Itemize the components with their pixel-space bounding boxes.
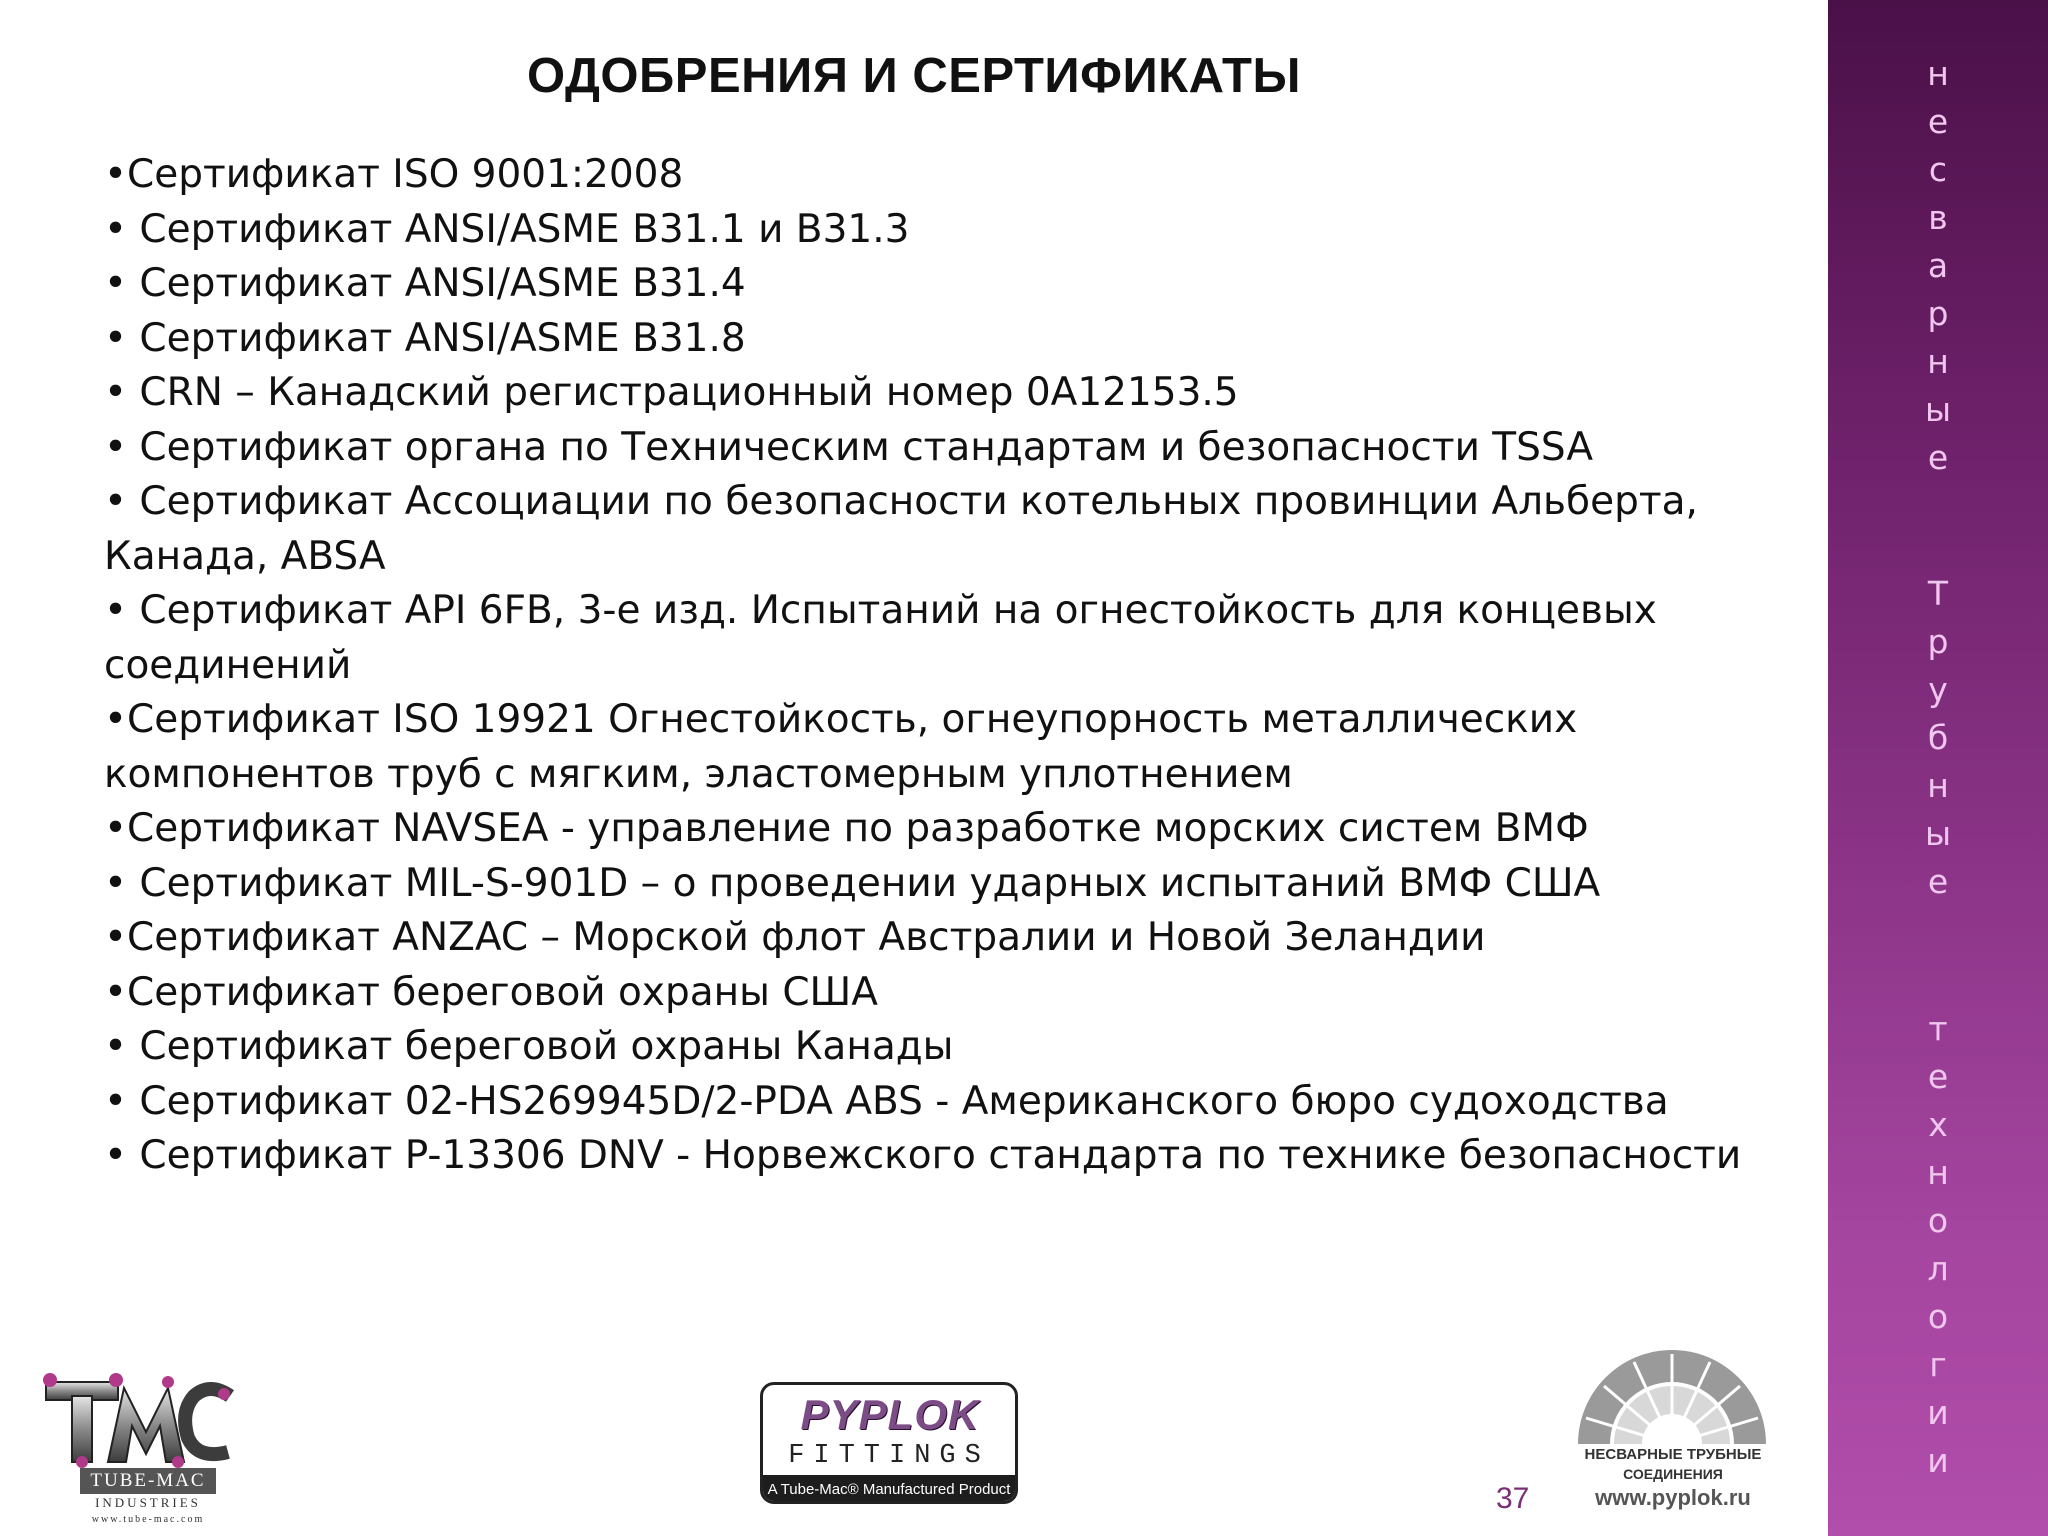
tube-mac-brand: TUBE-MAC [80,1468,216,1494]
pyplok-sub: FITTINGS [788,1441,990,1471]
list-item: • Сертификат 02-HS269945D/2-PDA ABS - Американского бюро судоходства [104,1078,1669,1124]
tube-mac-sub: INDUSTRIES [95,1495,201,1510]
sidebar-panel [1828,0,2048,1536]
list-item: • Сертификат Ассоциации по безопасности котельных провинции Альберта, Канада, ABSA [104,479,1711,579]
pyplok-logo [760,1382,1018,1504]
pipe-arch-icon [1574,1340,1770,1446]
list-item: • Сертификат MIL-S-901D – о проведении ударных испытаний ВМФ США [104,860,1601,906]
slide-title: ОДОБРЕНИЯ И СЕРТИФИКАТЫ [527,49,1301,103]
list-item: •Сертификат ANZAC – Морской флот Австралии и Новой Зеландии [104,915,1486,960]
tube-mac-mark-icon [38,1368,238,1468]
tube-mac-logo [34,1368,244,1525]
list-item: • Сертификат береговой охраны Канады [104,1024,954,1069]
nst-logo [1560,1340,1786,1520]
page-number: 37 [1496,1482,1530,1515]
nst-line-2: СОЕДИНЕНИЯ [1623,1466,1723,1482]
sidebar-word-3: т е х н о л о г и и [1927,1009,1949,1480]
list-item: • CRN – Канадский регистрационный номер 0A12153.5 [104,370,1239,415]
list-item: • Сертификат API 6FB, 3-е изд. Испытаний на огнестойкость для концевых соединений [104,588,1670,688]
list-item: • Сертификат органа по Техническим стандартам и безопасности TSSA [104,424,1594,470]
nst-url: www.pyplok.ru [1595,1485,1751,1510]
sidebar-word-2: Т р у б н ы е [1924,574,1952,901]
list-item: • Сертификат ANSI/ASME B31.1 и B31.3 [104,206,910,252]
list-item: • Сертификат ANSI/ASME B31.8 [104,315,746,361]
certificate-list [104,148,1824,1184]
sidebar-word-1: н е с в а р н ы е [1924,54,1952,477]
nst-line-1: НЕСВАРНЫЕ ТРУБНЫЕ [1584,1446,1762,1463]
list-item: •Сертификат ISO 9001:2008 [104,152,684,197]
list-item: •Сертификат NAVSEA - управление по разработке морских систем ВМФ [104,806,1589,851]
pyplok-brand: PYPLOK [800,1391,980,1438]
list-item: •Сертификат ISO 19921 Огнестойкость, огнеупорность металлических компонентов труб с мягким, эластомерным уплотнением [104,697,1590,797]
list-item: • Сертификат P-13306 DNV - Норвежского стандарта по технике безопасности [104,1133,1742,1178]
tube-mac-url: www.tube-mac.com [91,1514,205,1525]
list-item: • Сертификат ANSI/ASME B31.4 [104,261,746,306]
pyplok-tagline: A Tube-Mac® Manufactured Product [763,1475,1015,1504]
list-item: •Сертификат береговой охраны США [104,969,878,1015]
